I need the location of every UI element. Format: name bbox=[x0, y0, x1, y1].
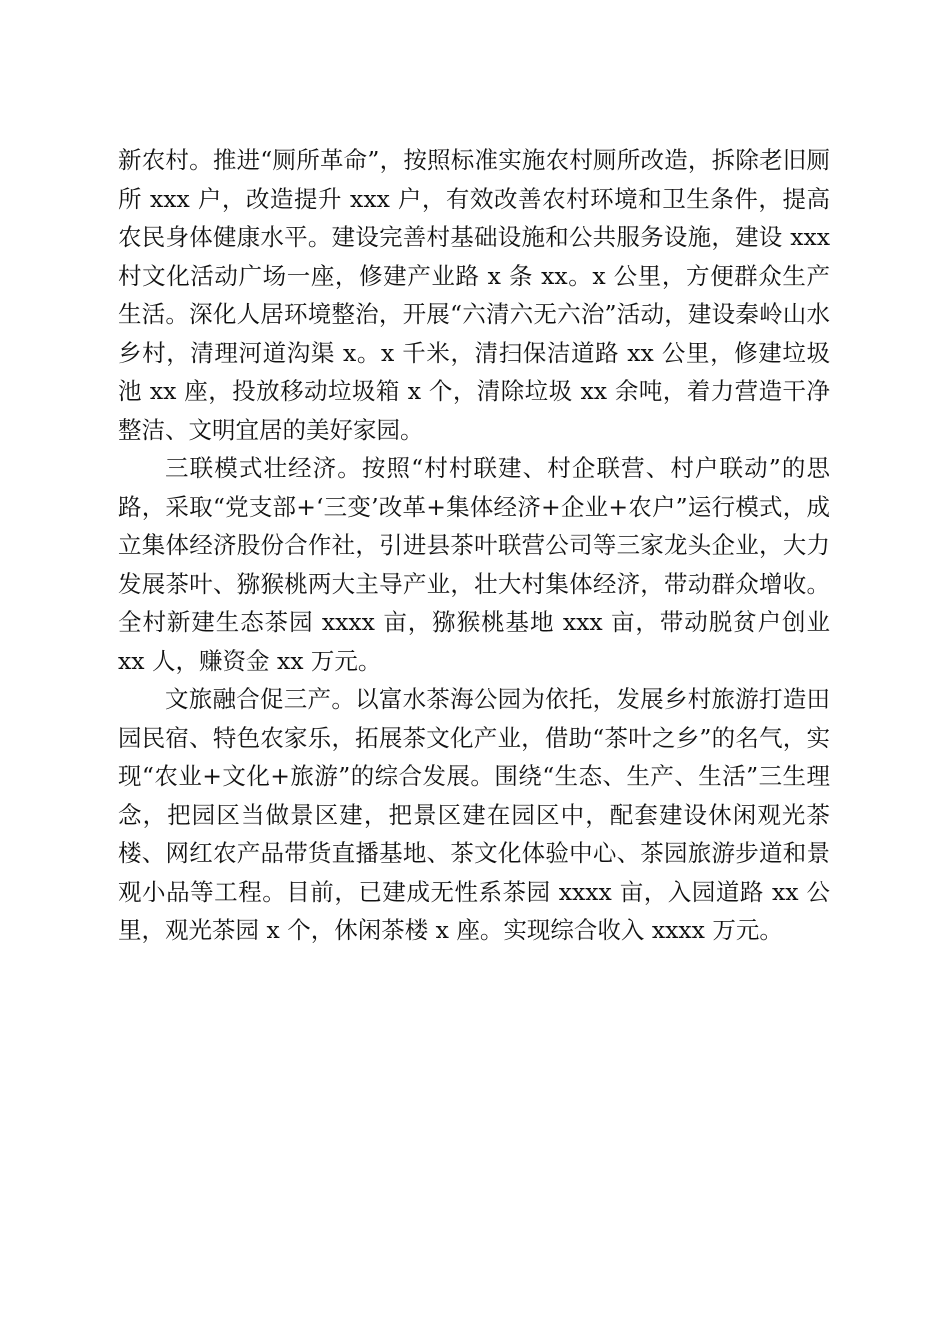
paragraph-sanlian-model: 三联模式壮经济。按照“村村联建、村企联营、村户联动”的思路，采取“党支部+‘三变’改革+集体经济+企业+农户”运行模式，成立集体经济股份合作社，引进县茶叶联营公司等三家龙头企业，大力发展茶叶、猕猴桃两大主导产业，壮大村集体经济，带动群众增收。全村新建生态茶园 xxxx 亩，猕猴桃基地 xxx 亩，带动脱贫户创业 xx 人，赚资金 xx 万元。 bbox=[118, 454, 830, 675]
document-body bbox=[118, 141, 830, 950]
paragraph-culture-tourism: 文旅融合促三产。以富水茶海公园为依托，发展乡村旅游打造田园民宿、特色农家乐，拓展茶文化产业，借助“茶叶之乡”的名气，实现“农业+文化+旅游”的综合发展。围绕“生态、生产、生活”三生理念，把园区当做景区建，把景区建在园区中，配套建设休闲观光茶楼、网红农产品带货直播基地、茶文化体验中心、茶园旅游步道和景观小品等工程。目前，已建成无性系茶园 xxxx 亩，入园道路 xx 公里，观光茶园 x 个，休闲茶楼 x 座。实现综合收入 xxxx 万元。 bbox=[118, 685, 830, 944]
paragraph-continued: 新农村。推进“厕所革命”，按照标准实施农村厕所改造，拆除老旧厕所 xxx 户，改造提升 xxx 户，有效改善农村环境和卫生条件，提高农民身体健康水平。建设完善村基础设施和公共服务设施，建设 xxx 村文化活动广场一座，修建产业路 x 条 xx。x 公里，方便群众生产生活。深化人居环境整治，开展“六清六无六治”活动，建设秦岭山水乡村，清理河道沟渠 x。x 千米，清扫保洁道路 xx 公里，修建垃圾池 xx 座，投放移动垃圾箱 x 个，清除垃圾 xx 余吨，着力营造干净整洁、文明宜居的美好家园。 bbox=[118, 146, 830, 444]
